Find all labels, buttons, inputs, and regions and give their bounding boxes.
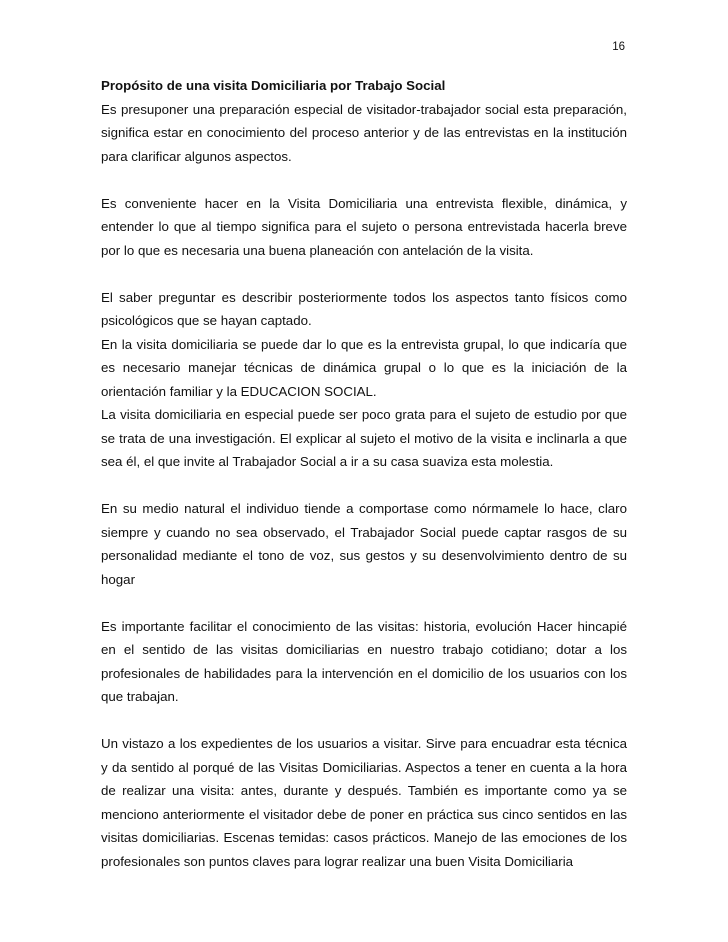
paragraph-1: Es presuponer una preparación especial de visitador-trabajador social esta preparación, significa estar en conocimiento del proceso anterior y de las entrevistas en la institución para clarificar algunos aspectos. [101, 101, 627, 164]
paragraph-8: Un vistazo a los expedientes de los usuarios a visitar. Sirve para encuadrar esta técnica y da sentido al porqué de las Visitas Domiciliarias. Aspectos a tener en cuenta a la hora de realizar una visita: antes, durante y después. También es importante como ya se menciono anteriormente el visitador debe de poner en práctica sus cinco sentidos en las visitas domiciliarias. Escenas temidas: casos prácticos. Manejo de las emociones de los profesionales son puntos claves para lograr realizar una buen Visita Domiciliaria [101, 736, 627, 869]
paragraph-6: En su medio natural el individuo tiende a comportase como nórmamele lo hace, claro siempre y cuando no sea observado, el Trabajador Social puede captar rasgos de su personalidad mediante el tono de voz, sus gestos y su desenvolvimiento dentro de su hogar [101, 501, 627, 587]
document-body [101, 74, 627, 873]
paragraph-5: La visita domiciliaria en especial puede ser poco grata para el sujeto de estudio por que se trata de una investigación. El explicar al sujeto el motivo de la visita e inclinarla a que sea él, el que invite al Trabajador Social a ir a su casa suaviza esta molestia. [101, 407, 627, 469]
page-number: 16 [612, 41, 625, 53]
paragraph-3: El saber preguntar es describir posteriormente todos los aspectos tanto físicos como psicológicos que se hayan captado. [101, 289, 627, 328]
section-title: Propósito de una visita Domiciliaria por Trabajo Social [101, 78, 446, 93]
paragraph-4: En la visita domiciliaria se puede dar lo que es la entrevista grupal, lo que indicaría que es necesario manejar técnicas de dinámica grupal o lo que es la iniciación de la orientación familiar y la EDUCACION SOCIAL. [101, 336, 627, 399]
paragraph-7: Es importante facilitar el conocimiento de las visitas: historia, evolución Hacer hincapié en el sentido de las visitas domiciliarias en nuestro trabajo cotidiano; dotar a los profesionales de habilidades para la intervención en el domicilio de los usuarios con los que trabajan. [101, 618, 627, 704]
paragraph-2: Es conveniente hacer en la Visita Domiciliaria una entrevista flexible, dinámica, y entender lo que al tiempo significa para el sujeto o persona entrevistada hacerla breve por lo que es necesaria una buena planeación con antelación de la visita. [101, 195, 627, 258]
